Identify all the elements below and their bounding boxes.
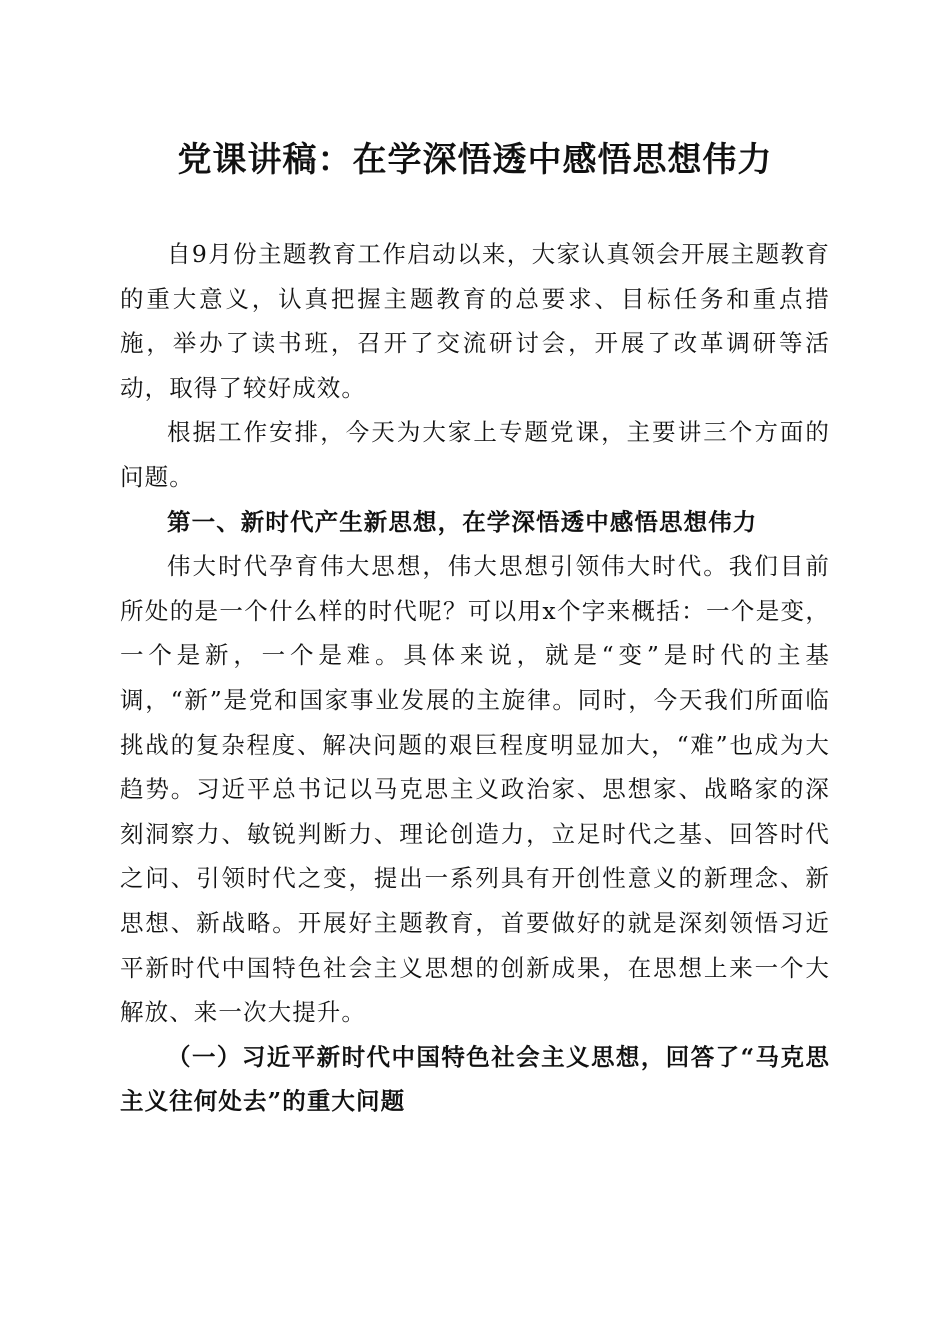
paragraph-section-1-body: 伟大时代孕育伟大思想，伟大思想引领伟大时代。我们目前所处的是一个什么样的时代呢？可以用x个字来概括：一个是变，一个是新，一个是难。具体来说，就是“变”是时代的主基调，“新”是党和国家事业发展的主旋律。同时，今天我们所面临挑战的复杂程度、解决问题的艰巨程度明显加大，“难”也成为大趋势。习近平总书记以马克思主义政治家、思想家、战略家的深刻洞察力、敏锐判断力、理论创造力，立足时代之基、回答时代之问、引领时代之变，提出一系列具有开创性意义的新理念、新思想、新战略。开展好主题教育，首要做好的就是深刻领悟习近平新时代中国特色社会主义思想的创新成果，在思想上来一个大解放、来一次大提升。 — [120, 552, 830, 1027]
subsection-heading-1: （一）习近平新时代中国特色社会主义思想，回答了“马克思主义往何处去”的重大问题 — [120, 1042, 830, 1116]
document-page — [120, 134, 830, 1124]
section-heading-1: 第一、新时代产生新思想，在学深悟透中感悟思想伟力 — [167, 507, 758, 536]
document-title: 党课讲稿：在学深悟透中感悟思想伟力 — [177, 140, 773, 180]
paragraph-intro: 自9月份主题教育工作启动以来，大家认真领会开展主题教育的重大意义，认真把握主题教育的总要求、目标任务和重点措施，举办了读书班，召开了交流研讨会，开展了改革调研等活动，取得了较好成效。 — [120, 240, 830, 402]
paragraph-agenda: 根据工作安排，今天为大家上专题党课，主要讲三个方面的问题。 — [120, 418, 830, 491]
